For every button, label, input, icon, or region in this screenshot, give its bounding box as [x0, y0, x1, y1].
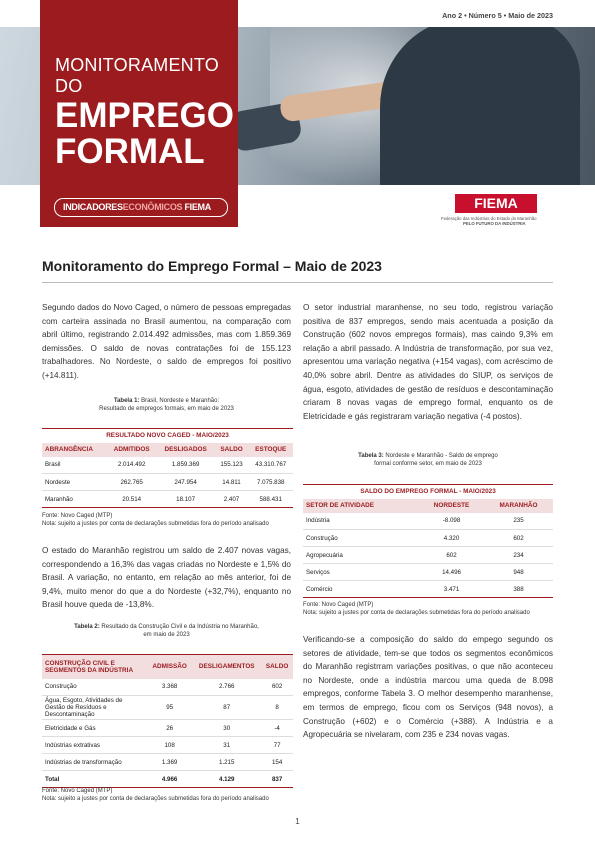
table1-source: Fonte: Novo Caged (MTP) Nota: sujeito a justes por conta de declarações submetidas fora do período analisado [42, 513, 269, 527]
table-row: Eletricidade e Gás 26 30 -4 [42, 720, 293, 737]
table-row: Indústrias de transformação 1.369 1.215 154 [42, 754, 293, 771]
article-heading: Monitoramento do Emprego Formal – Maio de 2023 [42, 258, 382, 274]
heading-divider [42, 282, 553, 283]
table-row: Maranhão 20.514 18.107 2.407 588.431 [42, 491, 293, 508]
paragraph-3: O setor industrial maranhense, no seu todo, registrou variação positiva de 837 empregos, sendo mais acentuada a posição da Construção (602 novos empregos formais), mas caindo 9,3% em relação a abril passado. A Indústria de transformação, por sua vez, apresentou uma variação negativa (+154 vagas), com acréscimo de 40,0% sobre abril. Dentre as atividades do SIUP, os serviços de água, esgoto, atividades de gestão de resíduos e descontaminação criaram 8 novas vagas de emprego formal, enquanto os de Eletricidade e gás registraram variação negativa (-4 postos). [303, 303, 553, 421]
table-row: Água, Esgoto, Atividades de Gestão de Resíduos e Descontaminação 95 87 8 [42, 696, 293, 720]
table2-caption: Tabela 2: Resultado da Construção Civil e da Indústria no Maranhão, em maio de 2023 [74, 624, 259, 638]
table-row: Serviços 14.496 948 [303, 564, 553, 581]
fiema-logo [441, 194, 553, 226]
table-row: Agropecuária 602 234 [303, 547, 553, 564]
table-3: SALDO DO EMPREGO FORMAL - MAIO/2023 SETOR DE ATIVIDADE NORDESTE MARANHÃO Indústria -8.098 235 Construção 4.320 602 Agropecuária 602 234 Serviços 14.496 948 Comércio 3.471 388 [303, 484, 553, 598]
indicadores-tag: INDICADORESECONÔMICOS FIEMA [54, 198, 228, 217]
paragraph-4: Verificando-se a composição do saldo do empego segundo os setores de atividade, tem-se que todos os segmentos econômicos do Maranhão registrram variações positivas, o que não aconteceu no Nordeste, onde a indústria marcou uma queda de 8.098 empregos, conforme Tabela 3. O melhor desempenho maranhense, em termos de emprego, ficou com os Serviços (948 novos), a Construção (+602) e o Comércio (+388). A Indústria e a Agropecuária se nivelaram, com 235 e 234 novas vagas. [303, 635, 553, 740]
fiema-logo-subtitle: Federação das Indústrias do Estado do Maranhão [441, 216, 537, 221]
table-row: Nordeste 262.765 247.954 14.811 7.075.838 [42, 474, 293, 491]
table-row: Construção 4.320 602 [303, 530, 553, 547]
title-box [40, 0, 238, 227]
page-number: 1 [295, 817, 300, 826]
table3-caption: Tabela 3: Nordeste e Maranhão - Saldo de emprego formal conforme setor, em maio de 2023 [358, 453, 498, 467]
issue-label: Ano 2 • Número 5 • Maio de 2023 [442, 11, 553, 20]
title-line-1: MONITORAMENTO DO [55, 55, 219, 96]
table-row: Brasil 2.014.492 1.859.369 155.123 43.310.767 [42, 457, 293, 474]
table-row: Construção 3.368 2.766 602 [42, 679, 293, 696]
title-line-2: EMPREGO [55, 96, 234, 135]
table-row: Indústria -8.098 235 [303, 513, 553, 530]
table1-title: RESULTADO NOVO CAGED - MAIO/2023 [42, 429, 293, 443]
title-line-3: FORMAL [55, 132, 205, 171]
table2-source: Fonte: Novo Caged (MTP) Nota: sujeito a justes por conta de declarações submetidas fora do período analisado [42, 788, 269, 802]
fiema-logo-mark: FIEMA [455, 194, 537, 213]
fiema-logo-tagline: PELO FUTURO DA INDÚSTRIA [463, 221, 526, 226]
table3-title: SALDO DO EMPREGO FORMAL - MAIO/2023 [303, 485, 553, 499]
paragraph-2: O estado do Maranhão registrou um saldo de 2.407 novas vagas, correspondendo a 16,3% das vagas criadas no Nordeste e 1,5% do Brasil. A variação, no entanto, em relação ao mês anterior, foi de 9,4%, muito menor do que a do Nordeste (+32,7%), enquanto no Brasil houve queda de -13,8%. [42, 546, 291, 610]
table1-caption: Tabela 1: Brasil, Nordeste e Maranhão: Resultado de empregos formais, em maio de 2023 [99, 398, 234, 412]
table-row: Indústrias extrativas 108 31 77 [42, 737, 293, 754]
table-2: CONSTRUÇÃO CIVIL E SEGMENTOS DA INDÚSTRIA ADMISSÃO DESLIGAMENTOS SALDO Construção 3.368 2.766 602 Água, Esgoto, Atividades de Gestão de Resíduos e Descontaminação 95 87 8 Eletricidade e Gás 26 30 -4 Indústrias extrativas 108 31 77 Indústrias de transformação 1.369 1.215 154 Total 4.966 4.129 837 [42, 654, 293, 788]
table-row: Comércio 3.471 388 [303, 581, 553, 598]
table-total-row: Total 4.966 4.129 837 [42, 771, 293, 788]
table3-source: Fonte: Novo Caged (MTP) Nota: sujeito a justes por conta de declarações submetidas fora do período analisado [303, 602, 530, 616]
paragraph-1: Segundo dados do Novo Caged, o número de pessoas empregadas com carteira assinada no Brasil aumentou, na comparação com abril último, registrando 2.014.492 admissões, mas com 1.859.369 demissões. O saldo de novas contratações foi de 155.123 trabalhadores. No Nordeste, o saldo de empregos foi positivo (+14.811). [42, 303, 291, 380]
table-1: RESULTADO NOVO CAGED - MAIO/2023 ABRANGÊNCIA ADMITIDOS DESLIGADOS SALDO ESTOQUE Brasil 2.014.492 1.859.369 155.123 43.310.767 Nordeste 262.765 247.954 14.811 7.075.838 Maranhão 20.514 18.107 2.407 588.431 [42, 428, 293, 508]
